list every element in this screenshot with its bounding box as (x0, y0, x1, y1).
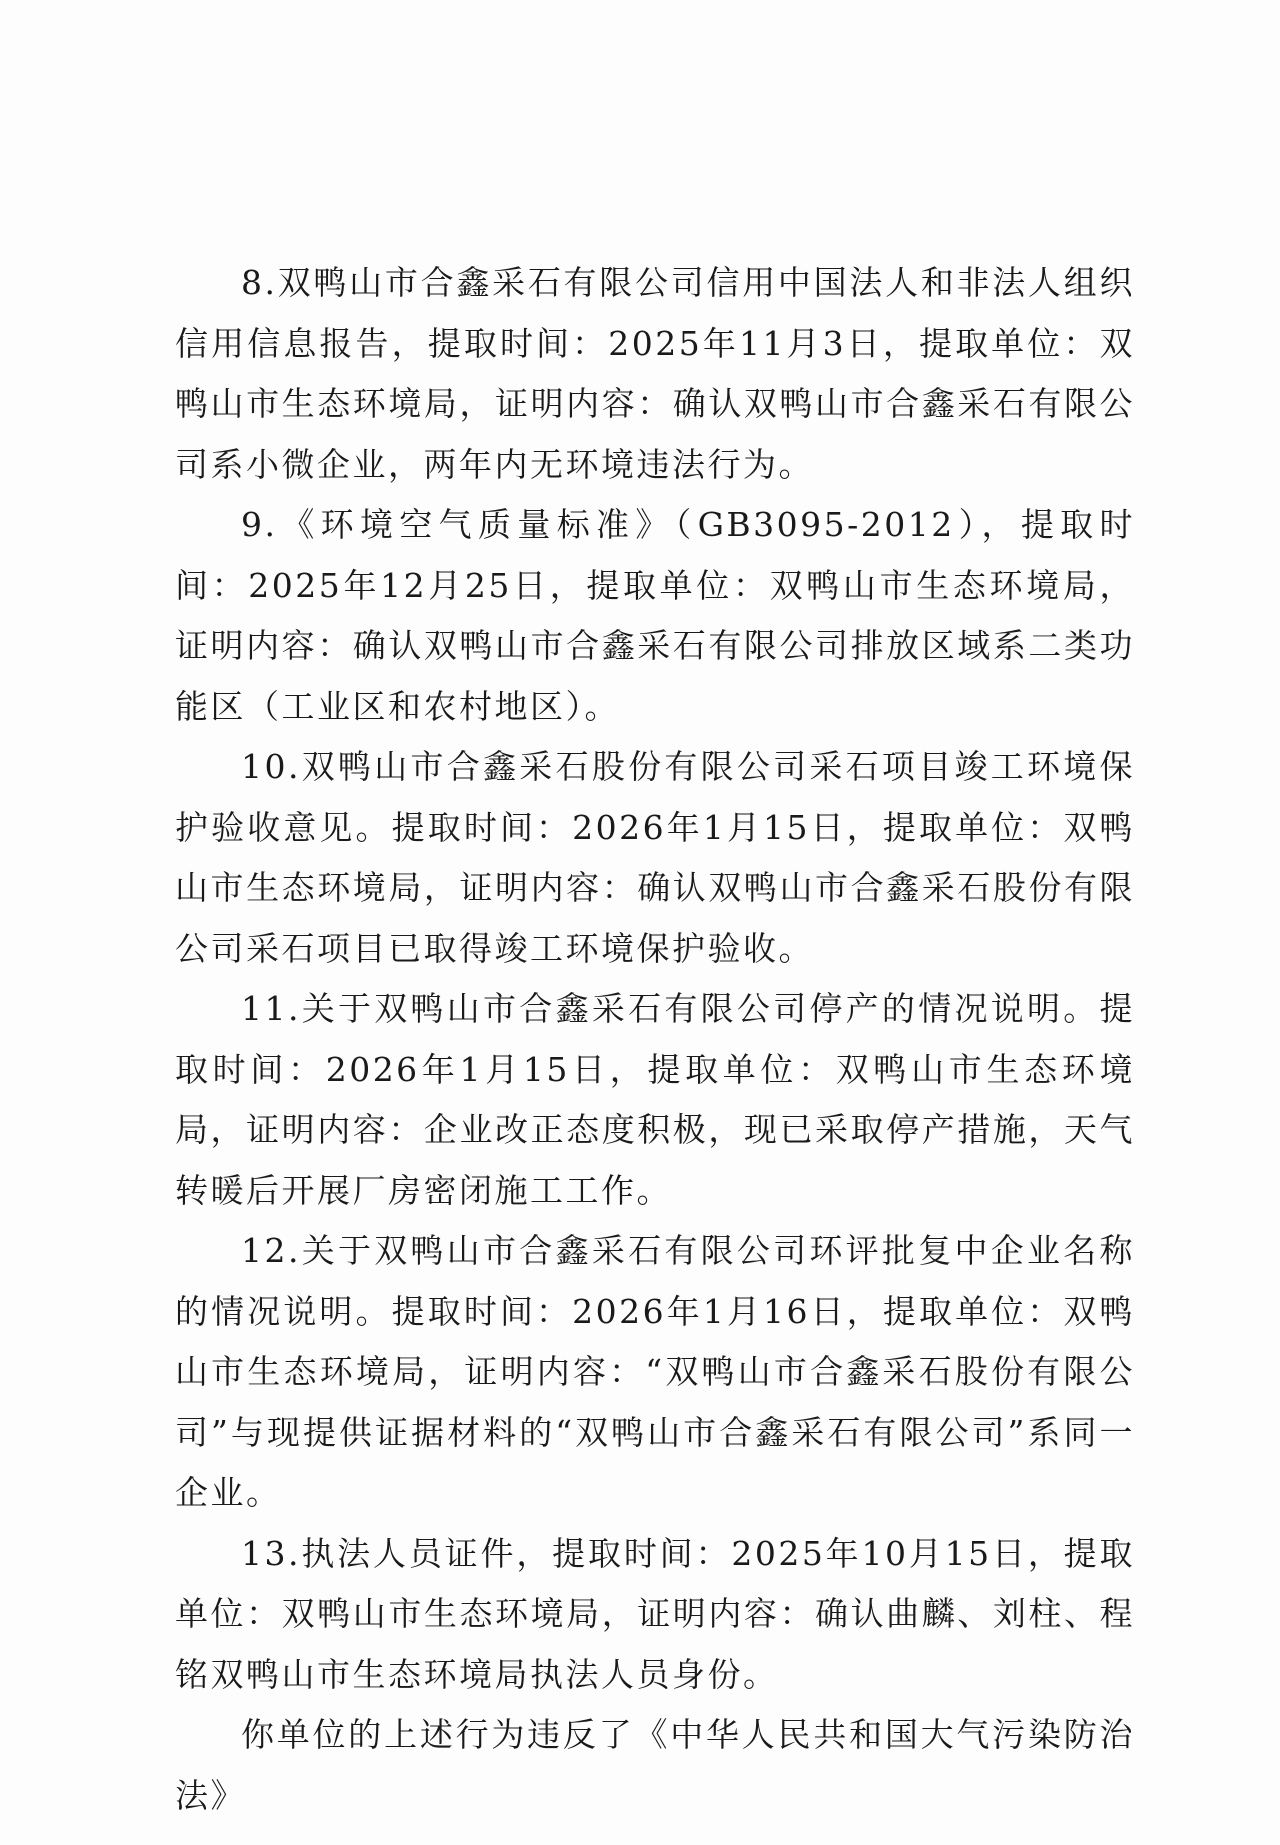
evidence-item-9: 9.《环境空气质量标准》（GB3095-2012），提取时间：2025年12月25日，提取单位：双鸭山市生态环境局，证明内容：确认双鸭山市合鑫采石有限公司排放区域系二类功能区（工业区和农村地区）。 (175, 505, 1135, 726)
evidence-item-11: 11.关于双鸭山市合鑫采石有限公司停产的情况说明。提取时间：2026年1月15日，提取单位：双鸭山市生态环境局，证明内容：企业改正态度积极，现已采取停产措施，天气转暖后开展厂房密闭施工工作。 (175, 989, 1135, 1210)
evidence-item-8: 8.双鸭山市合鑫采石有限公司信用中国法人和非法人组织信用信息报告，提取时间：2025年11月3日，提取单位：双鸭山市生态环境局，证明内容：确认双鸭山市合鑫采石有限公司系小微企业，两年内无环境违法行为。 (175, 263, 1135, 484)
document-body (175, 253, 1135, 1826)
conclusion-paragraph: 你单位的上述行为违反了《中华人民共和国大气污染防治法》 (175, 1715, 1135, 1815)
evidence-item-10: 10.双鸭山市合鑫采石股份有限公司采石项目竣工环境保护验收意见。提取时间：2026年1月15日，提取单位：双鸭山市生态环境局，证明内容：确认双鸭山市合鑫采石股份有限公司采石项目已取得竣工环境保护验收。 (175, 747, 1135, 968)
evidence-item-12: 12.关于双鸭山市合鑫采石有限公司环评批复中企业名称的情况说明。提取时间：2026年1月16日，提取单位：双鸭山市生态环境局，证明内容：“双鸭山市合鑫采石股份有限公司”与现提供证据材料的“双鸭山市合鑫采石有限公司”系同一企业。 (175, 1231, 1135, 1512)
evidence-item-13: 13.执法人员证件，提取时间：2025年10月15日，提取单位：双鸭山市生态环境局，证明内容：确认曲麟、刘柱、程铭双鸭山市生态环境局执法人员身份。 (175, 1533, 1135, 1694)
